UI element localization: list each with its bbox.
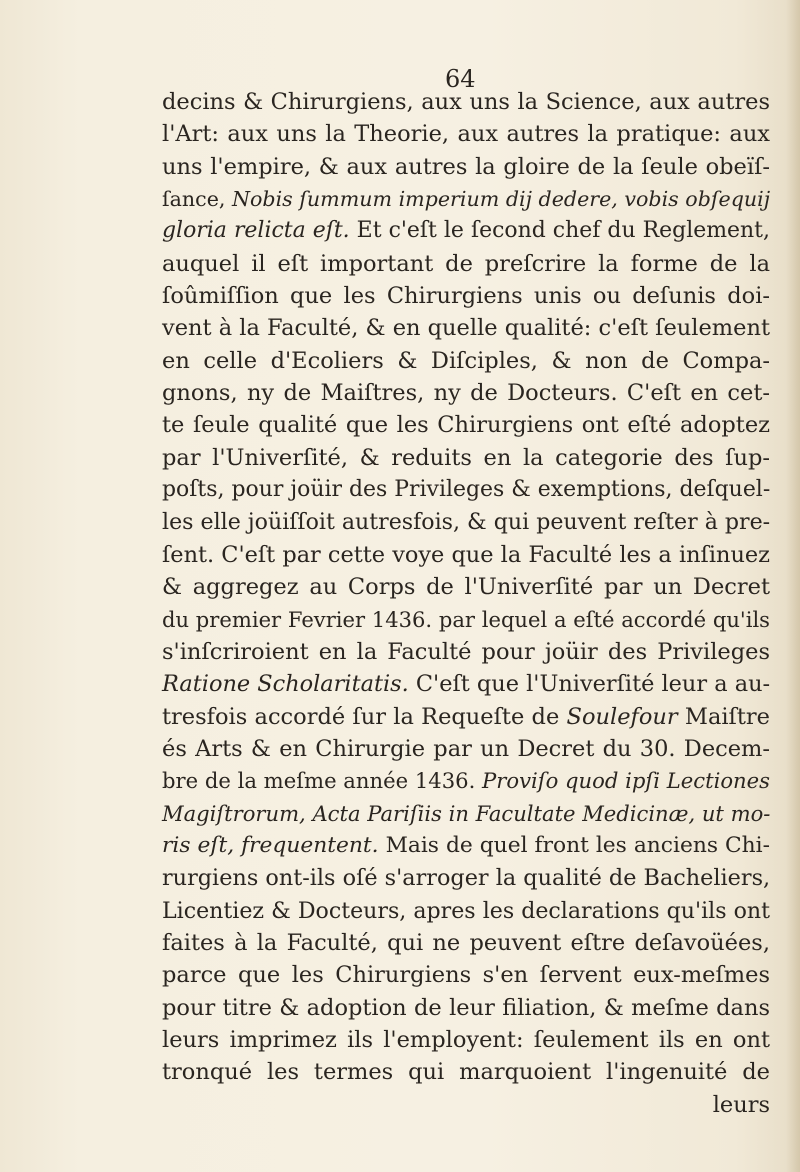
text-line <box>162 701 770 733</box>
text-line <box>162 345 770 377</box>
text-segment: du premier Fevrier 1436. par lequel a eſté accordé qu'ils <box>162 606 770 632</box>
text-segment: és Arts & en Chirurgie par un Decret du 30. Decem- <box>162 735 770 762</box>
text-segment: decins & Chirurgiens, aux uns la Science, aux autres <box>162 89 770 115</box>
text-segment: te ſeule qualité que les Chirurgiens ont eſté adoptez <box>162 412 770 439</box>
text-line <box>162 86 770 118</box>
italic-text: Soulefour <box>566 703 678 730</box>
text-segment: Mais de quel front les anciens Chi- <box>378 832 770 858</box>
text-line <box>162 959 770 991</box>
text-line <box>162 248 770 280</box>
text-line <box>162 280 770 312</box>
text-segment: Licentiez & Docteurs, apres les declarations qu'ils ont <box>162 897 770 924</box>
text-segment: s'inſcriroient en la Faculté pour joüir des Privileges <box>162 638 770 665</box>
text-segment: tronqué les termes qui marquoient l'ingenuité de <box>162 1059 770 1086</box>
italic-text: ris eſt, frequentent. <box>162 832 379 858</box>
text-segment: ſance, <box>162 187 232 212</box>
text-segment: C'eſt que l'Univerſité leur a au- <box>408 671 771 698</box>
text-line <box>162 862 770 894</box>
text-line <box>162 409 770 441</box>
text-line <box>162 1024 770 1056</box>
text-segment: Maiſtre <box>677 703 770 730</box>
text-line <box>162 118 770 150</box>
body-text <box>162 86 770 1121</box>
text-line <box>162 377 770 409</box>
text-segment: les elle joüiſſoit autresfois, & qui peuvent reſter à pre- <box>162 509 771 536</box>
text-line <box>162 765 770 797</box>
text-line <box>162 506 770 538</box>
text-segment: l'Art: aux uns la Theorie, aux autres la pratique: aux <box>162 121 770 148</box>
text-line <box>162 1056 770 1088</box>
text-segment: faites à la Faculté, qui ne peuvent eſtre deſavoüées, <box>162 929 770 956</box>
italic-text: Ratione Scholaritatis. <box>162 671 409 698</box>
text-line <box>162 215 770 247</box>
text-line <box>162 442 770 474</box>
text-segment: bre de la meſme année 1436. <box>162 768 483 794</box>
text-segment: rurgiens ont-ils oſé s'arroger la qualité de Bacheliers, <box>162 865 771 892</box>
text-segment: & aggregez au Corps de l'Univerſité par un Decret <box>162 574 770 601</box>
text-line <box>162 312 770 344</box>
page-edge-shadow <box>786 0 800 1172</box>
text-segment: par l'Univerſité, & reduits en la categorie des ſup- <box>162 444 770 471</box>
text-segment: poſts, pour joüir des Privileges & exemptions, deſquel- <box>162 477 771 503</box>
text-segment: ſoûmiſſion que les Chirurgiens unis ou deſunis doi- <box>162 283 770 310</box>
text-line <box>162 539 770 571</box>
text-line <box>162 474 770 506</box>
text-segment: tresfois accordé ſur la Requeſte de <box>162 703 567 730</box>
text-segment: leurs <box>712 1091 770 1118</box>
text-segment: vent à la Faculté, & en quelle qualité: c'eſt ſeulement <box>162 315 770 342</box>
text-line <box>162 668 770 700</box>
text-segment: en celle d'Ecoliers & Diſciples, & non de Compa- <box>162 347 770 374</box>
italic-text: Proviſo quod ipſi Lectiones <box>482 768 770 794</box>
text-line <box>162 1089 770 1121</box>
text-segment: pour titre & adoption de leur filiation, & meſme dans <box>162 994 770 1021</box>
text-line <box>162 992 770 1024</box>
text-segment: leurs imprimez ils l'employent: ſeulement ils en ont <box>162 1026 770 1053</box>
text-segment: auquel il eſt important de preſcrire la forme de la <box>162 250 770 277</box>
text-line <box>162 636 770 668</box>
italic-text: Magiſtrorum, Acta Pariſiis in Facultate Medicinæ, ut mo- <box>162 800 771 826</box>
text-line <box>162 183 770 215</box>
text-line <box>162 895 770 927</box>
text-line <box>162 830 770 862</box>
text-segment: ſent. C'eſt par cette voye que la Faculté les a inſinuez <box>162 541 770 568</box>
text-segment: gnons, ny de Maiſtres, ny de Docteurs. C'eſt en cet- <box>162 380 770 407</box>
text-segment: Et c'eſt le ſecond chef du Reglement, <box>349 218 770 244</box>
italic-text: gloria relicta eſt. <box>162 218 350 244</box>
page-number: 64 <box>445 65 476 93</box>
italic-text: Nobis ſummum imperium dij dedere, vobis obſequij <box>231 187 771 212</box>
text-line <box>162 151 770 183</box>
text-line <box>162 571 770 603</box>
text-line <box>162 798 770 830</box>
text-line <box>162 927 770 959</box>
text-segment: parce que les Chirurgiens s'en ſervent eux-meſmes <box>162 962 770 989</box>
text-line <box>162 604 770 636</box>
text-line <box>162 733 770 765</box>
text-segment: uns l'empire, & aux autres la gloire de la ſeule obeïſ- <box>162 153 770 180</box>
